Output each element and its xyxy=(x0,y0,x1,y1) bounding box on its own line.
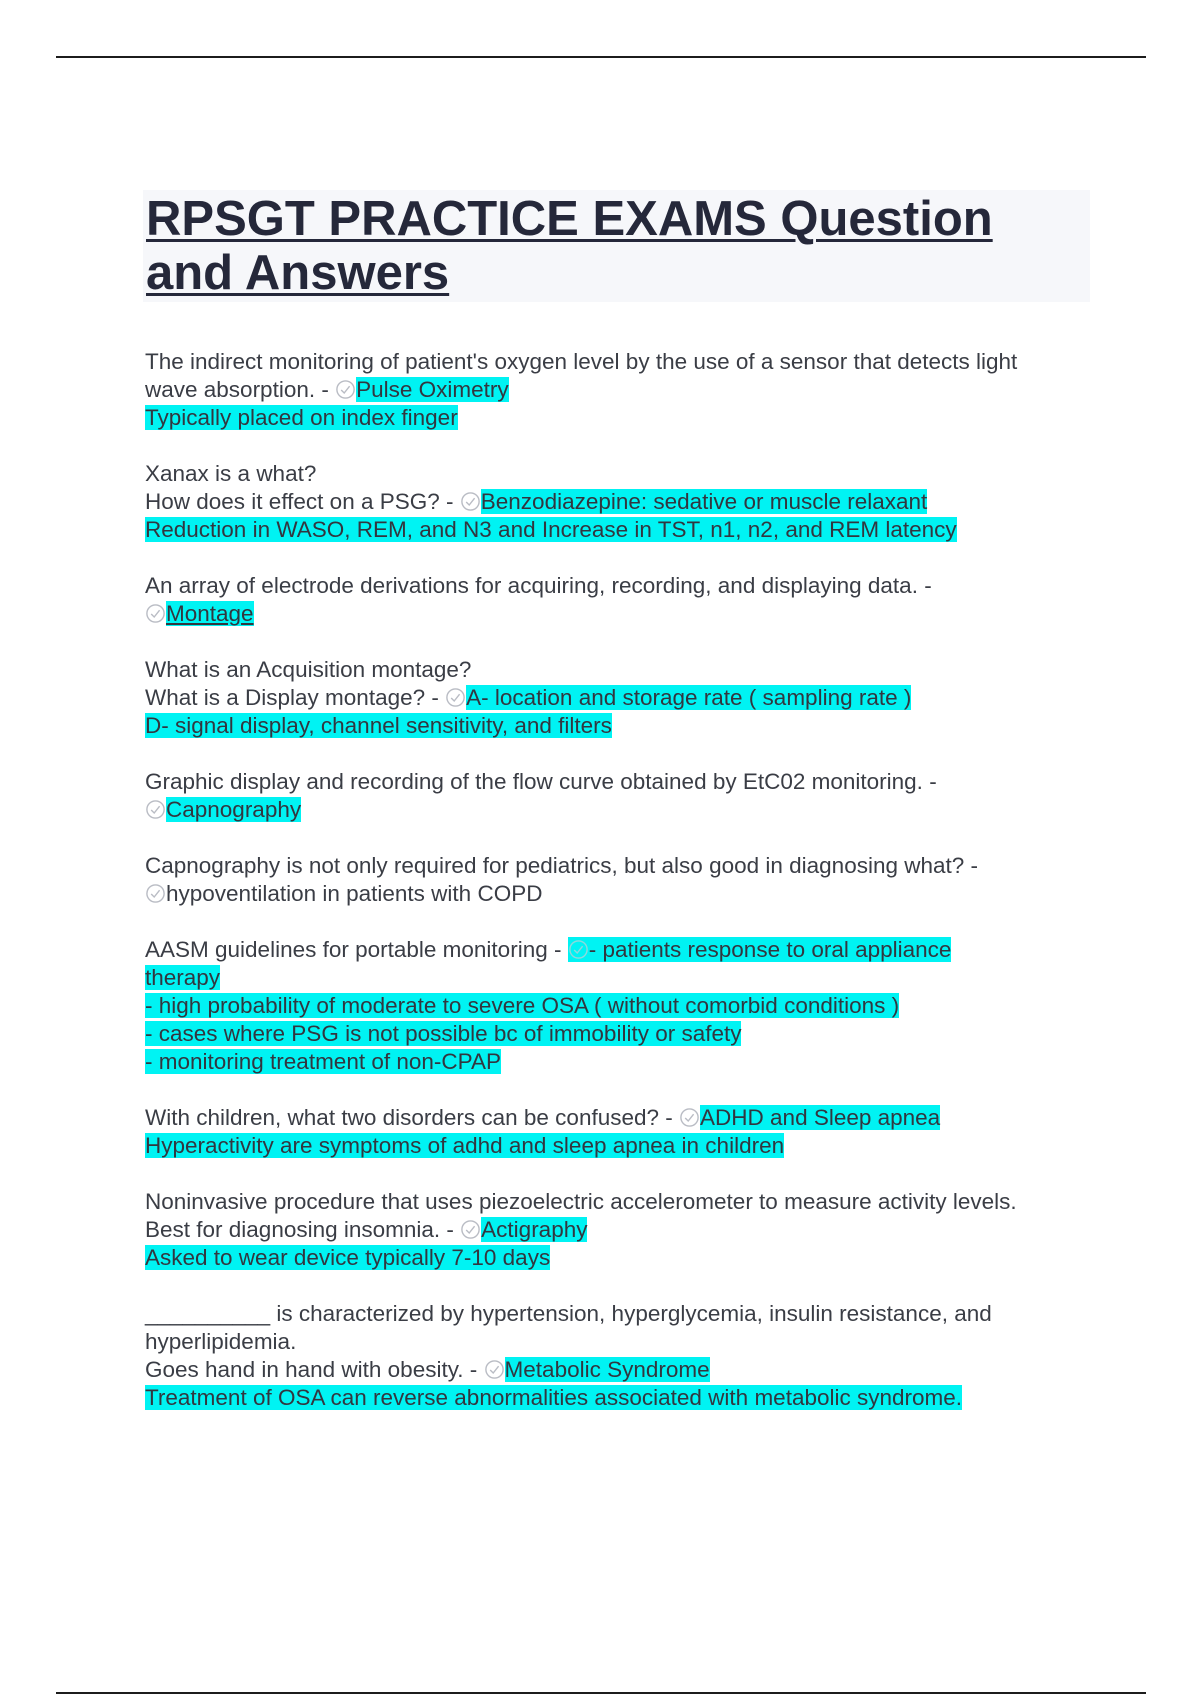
answer-text: Reduction in WASO, REM, and N3 and Increase in TST, n1, n2, and REM latency xyxy=(145,517,957,542)
answer-text: Benzodiazepine: sedative or muscle relaxant xyxy=(480,489,928,514)
question-line: What is a Display montage? xyxy=(145,685,426,710)
question-line: What is an Acquisition montage? xyxy=(145,657,472,682)
separator: - xyxy=(440,1217,461,1242)
header-rule xyxy=(56,56,1146,58)
separator: - xyxy=(922,769,937,794)
question-line: With children, what two disorders can be confused? xyxy=(145,1105,660,1130)
check-circle-icon xyxy=(335,379,356,400)
answer-text: Typically placed on index finger xyxy=(145,405,458,430)
question-line: Noninvasive procedure that uses piezoelectric accelerometer to measure activity levels. xyxy=(145,1189,1017,1214)
answer-text: - high probability of moderate to severe OSA ( without comorbid conditions ) xyxy=(145,993,900,1018)
check-circle-icon xyxy=(445,687,466,708)
question-line: Graphic display and recording of the flow curve obtained by EtC02 monitoring. xyxy=(145,769,923,794)
separator: - xyxy=(659,1105,680,1130)
qa-item xyxy=(145,936,1090,1076)
question-line: __________ is characterized by hypertension, hyperglycemia, insulin resistance, and xyxy=(145,1301,992,1326)
check-circle-icon xyxy=(679,1107,700,1128)
separator: - xyxy=(425,685,446,710)
question-line: hyperlipidemia. xyxy=(145,1329,297,1354)
footer-rule xyxy=(56,1692,1146,1694)
separator: - xyxy=(964,853,979,878)
answer-text: Asked to wear device typically 7-10 days xyxy=(145,1245,551,1270)
qa-item xyxy=(145,852,1090,908)
qa-item xyxy=(145,768,1090,824)
answer-text: Treatment of OSA can reverse abnormalities associated with metabolic syndrome. xyxy=(145,1385,963,1410)
question-line: How does it effect on a PSG? xyxy=(145,489,440,514)
answer-text: Montage xyxy=(166,601,254,626)
answer-text: Capnography xyxy=(166,797,302,822)
answer-text: hypoventilation in patients with COPD xyxy=(166,881,543,906)
check-circle-icon xyxy=(460,491,481,512)
answer-text: Pulse Oximetry xyxy=(356,377,509,402)
question-line: Goes hand in hand with obesity. xyxy=(145,1357,464,1382)
separator: - xyxy=(463,1357,484,1382)
question-line: Capnography is not only required for pediatrics, but also good in diagnosing what? xyxy=(145,853,965,878)
answer-text: A- location and storage rate ( sampling rate ) xyxy=(466,685,912,710)
answer-text: ADHD and Sleep apnea xyxy=(700,1105,941,1130)
qa-item xyxy=(145,460,1090,544)
qa-item xyxy=(145,572,1090,628)
qa-item xyxy=(145,1300,1090,1412)
answer-text: D- signal display, channel sensitivity, and filters xyxy=(145,713,612,738)
question-line: AASM guidelines for portable monitoring xyxy=(145,937,548,962)
check-circle-icon xyxy=(484,1359,505,1380)
answer-text: Hyperactivity are symptoms of adhd and sleep apnea in children xyxy=(145,1133,785,1158)
check-circle-icon xyxy=(145,799,166,820)
answer-text: - monitoring treatment of non-CPAP xyxy=(145,1049,501,1074)
qa-item xyxy=(145,1188,1090,1272)
answer-text: Actigraphy xyxy=(481,1217,588,1242)
check-circle-icon xyxy=(145,603,166,624)
title-block xyxy=(143,190,1090,302)
question-line: The indirect monitoring of patient's oxygen level by the use of a sensor that detects light xyxy=(145,349,1018,374)
question-line: wave absorption. xyxy=(145,377,316,402)
check-circle-icon xyxy=(568,939,589,960)
question-line: An array of electrode derivations for acquiring, recording, and displaying data. xyxy=(145,573,918,598)
answer-text: Metabolic Syndrome xyxy=(504,1357,710,1382)
separator: - xyxy=(439,489,460,514)
question-line: Best for diagnosing insomnia. xyxy=(145,1217,441,1242)
qa-item xyxy=(145,348,1090,432)
qa-item xyxy=(145,656,1090,740)
separator: - xyxy=(547,937,568,962)
qa-list xyxy=(145,348,1090,1440)
answer-text: - cases where PSG is not possible bc of immobility or safety xyxy=(145,1021,742,1046)
separator: - xyxy=(917,573,932,598)
answer-text: - patients response to oral appliance xyxy=(588,937,952,962)
qa-item xyxy=(145,1104,1090,1160)
page-title: RPSGT PRACTICE EXAMS Question and Answers xyxy=(146,192,993,300)
question-line: Xanax is a what? xyxy=(145,461,317,486)
check-circle-icon xyxy=(145,883,166,904)
answer-text: therapy xyxy=(145,965,221,990)
check-circle-icon xyxy=(460,1219,481,1240)
separator: - xyxy=(315,377,336,402)
